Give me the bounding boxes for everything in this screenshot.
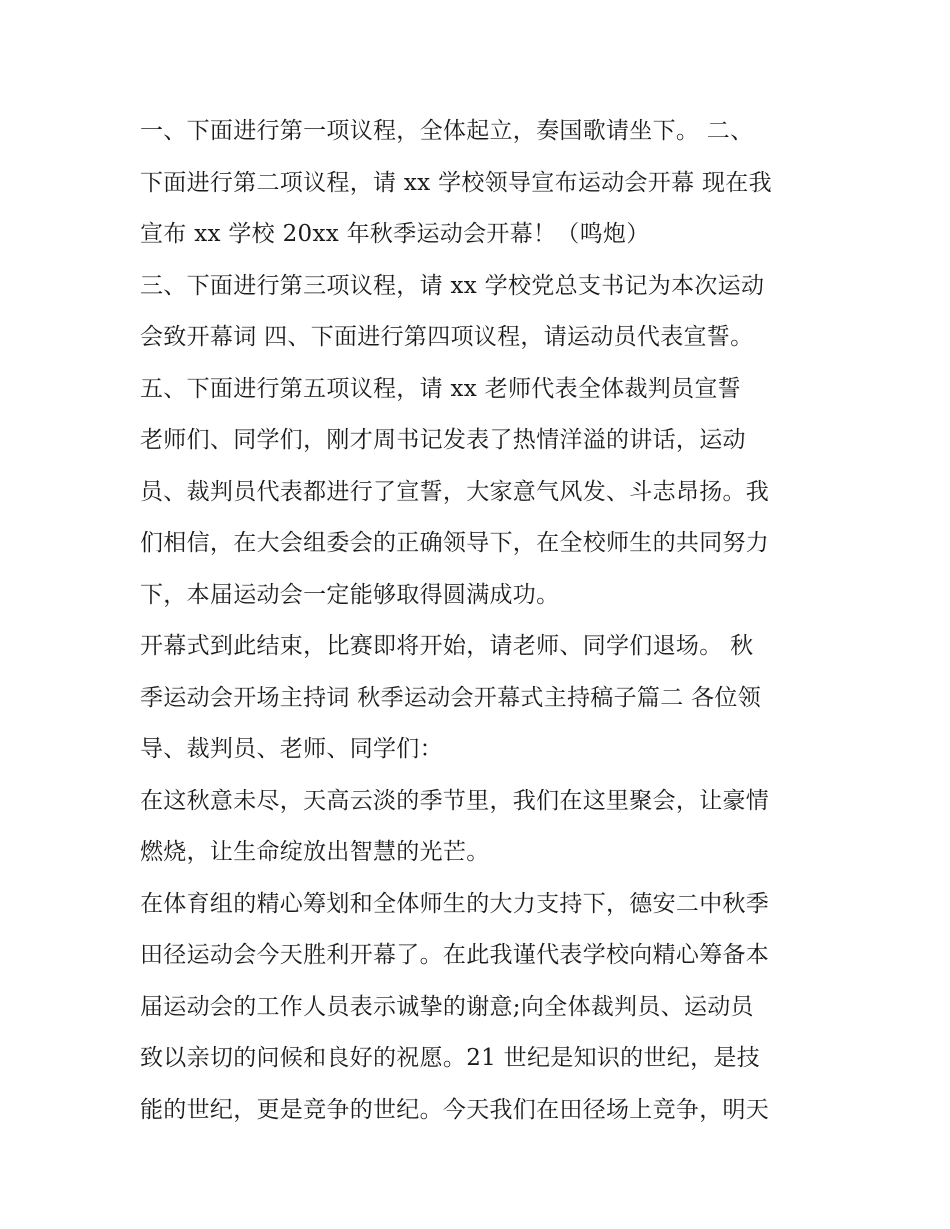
text-line: 老师们、同学们，刚才周书记发表了热情洋溢的讲话，运动: [140, 427, 746, 453]
text-line: 开幕式到此结束，比赛即将开始，请老师、同学们退场。 秋: [140, 633, 754, 659]
text-line: 田径运动会今天胜利开幕了。在此我谨代表学校向精心筹备本: [140, 942, 770, 968]
text-line: 在体育组的精心筹划和全体师生的大力支持下，德安二中秋季: [140, 890, 770, 917]
text-line: 宣布 xx 学校 20xx 年秋季运动会开幕！（鸣炮）: [140, 221, 650, 247]
text-line: 下面进行第二项议程，请 xx 学校领导宣布运动会开幕 现在我: [140, 169, 772, 196]
document-body: [140, 106, 820, 1136]
text-line: 在这秋意未尽，天高云淡的季节里，我们在这里聚会，让豪情: [140, 787, 770, 814]
text-line: 致以亲切的问候和良好的祝愿。21 世纪是知识的世纪，是技: [140, 1045, 760, 1071]
text-line: 导、裁判员、老师、同学们：: [140, 736, 443, 762]
text-line: 们相信，在大会组委会的正确领导下，在全校师生的共同努力: [140, 530, 770, 556]
text-line: 燃烧，让生命绽放出智慧的光芒。: [140, 839, 490, 865]
text-line: 一、下面进行第一项议程，全体起立，奏国歌请坐下。 二、: [140, 118, 754, 144]
text-line: 能的世纪，更是竞争的世纪。今天我们在田径场上竞争，明天: [140, 1096, 770, 1123]
text-line: 届运动会的工作人员表示诚挚的谢意;向全体裁判员、运动员: [140, 993, 754, 1020]
text-line: 员、裁判员代表都进行了宣誓，大家意气风发、斗志昂扬。我: [140, 478, 770, 505]
text-line: 下，本届运动会一定能够取得圆满成功。: [140, 581, 560, 608]
text-line: 五、下面进行第五项议程，请 xx 老师代表全体裁判员宣誓: [140, 375, 741, 402]
text-line: 季运动会开场主持词 秋季运动会开幕式主持稿子篇二 各位领: [140, 684, 762, 711]
text-line: 会致开幕词 四、下面进行第四项议程，请运动员代表宣誓。: [140, 324, 754, 350]
text-line: 三、下面进行第三项议程，请 xx 学校党总支书记为本次运动: [140, 272, 765, 299]
